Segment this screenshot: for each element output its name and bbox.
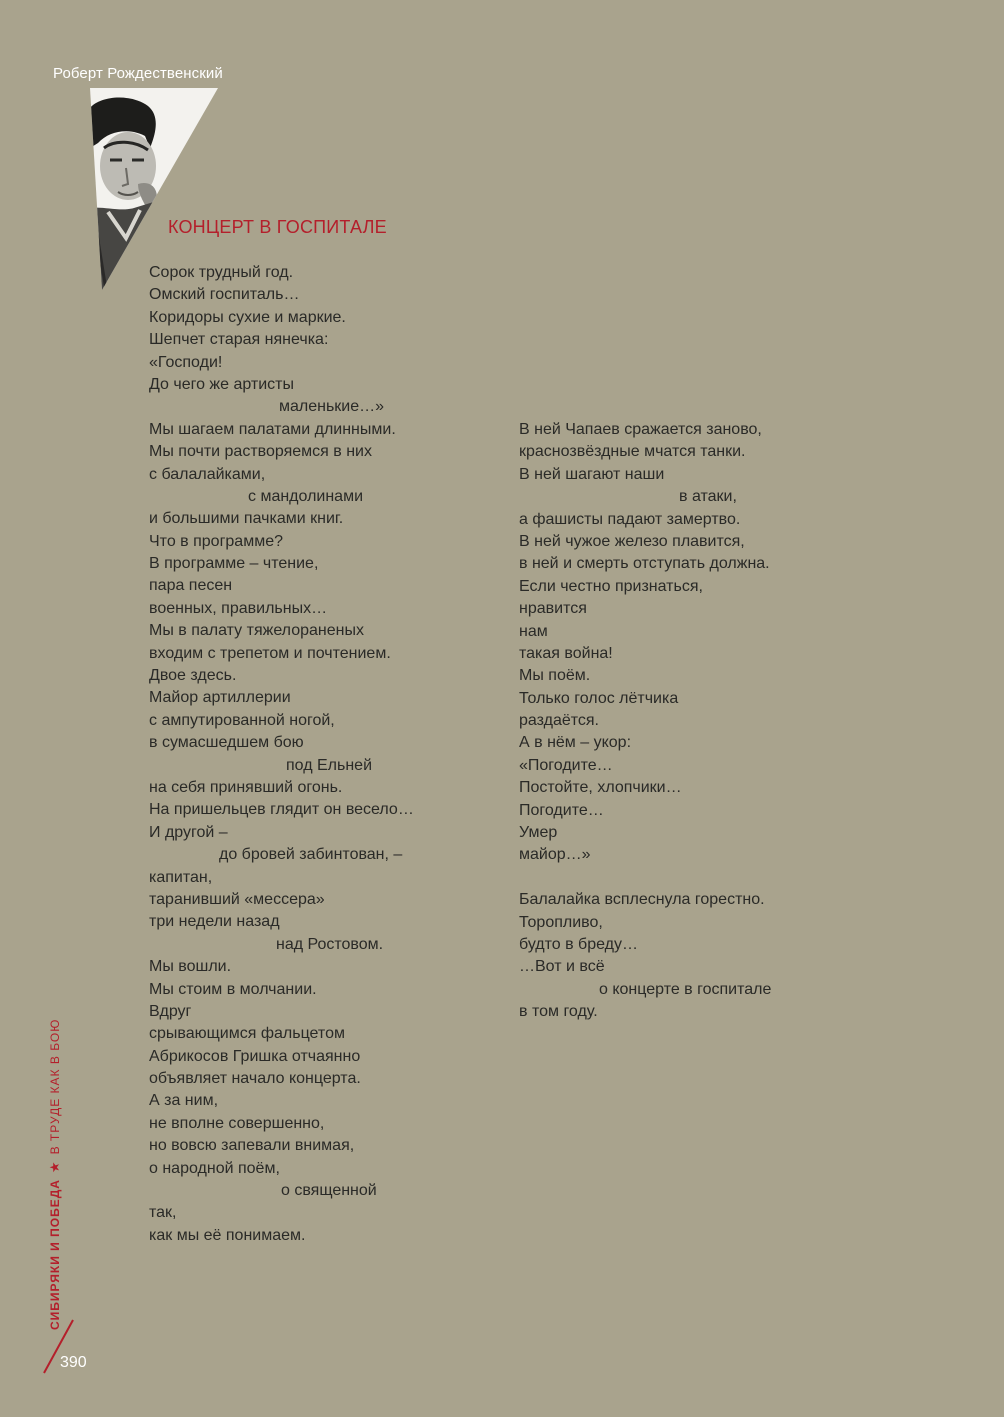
poem-line: «Погодите… [519,756,613,774]
poem-line: «Господи! [149,353,223,371]
poem-line: Мы почти растворяемся в них [149,443,372,461]
poem-line: Двое здесь. [149,667,237,685]
author-portrait [90,88,220,290]
poem-line: Умер [519,824,558,842]
poem-line: И другой – [149,823,228,841]
poem-line: входим с трепетом и почтением. [149,644,391,662]
poem-line: До чего же артисты [149,375,295,393]
poem-line: Вдруг [149,1002,192,1020]
series-subtitle: В ТРУДЕ КАК В БОЮ [48,1018,62,1155]
poem-line: в атаки, [679,488,737,506]
poem-line: но вовсю запевали внимая, [149,1137,355,1155]
poem-line: раздаётся. [519,712,599,730]
poem-line: …Вот и всё [519,958,605,976]
poem-line: Мы вошли. [149,958,232,976]
poem-line: не вполне совершенно, [149,1114,325,1132]
poem-line: Мы в палату тяжелораненых [149,622,364,640]
series-title: СИБИРЯКИ И ПОБЕДА [48,1179,62,1330]
author-name: Роберт Рождественский [53,65,223,82]
poem-line: с балалайками, [149,465,266,483]
poem-left-column [149,262,414,1247]
poem-line: Майор артиллерии [149,689,291,707]
poem-line: пара песен [149,577,233,595]
poem-title: КОНЦЕРТ В ГОСПИТАЛЕ [168,217,387,237]
poem-line: о концерте в госпитале [599,980,772,998]
poem-line: до бровей забинтован, – [219,846,403,864]
poem-line: Погодите… [519,801,604,819]
poem-line: В ней чужое железо плавится, [519,532,745,550]
poem-line: Что в программе? [149,532,283,550]
poem-line: над Ростовом. [276,935,384,953]
series-caption [47,1019,63,1330]
poem-line: будто в бреду… [519,935,638,953]
poem-line: с ампутированной ногой, [149,711,335,729]
poem-line: Абрикосов Гришка отчаянно [149,1047,361,1065]
page-number: 390 [60,1354,87,1371]
poem-line: В программе – чтение, [149,555,319,573]
poem-line: в том году. [519,1003,598,1021]
poem-line: с мандолинами [248,487,364,505]
poem-line: нравится [519,600,587,618]
poem-line: А в нём – укор: [519,734,632,752]
poem-line: нам [519,622,548,640]
poem-line: такая война! [519,644,613,662]
poem-line: на себя принявший огонь. [149,778,343,796]
poem-line: Только голос лётчика [519,689,679,707]
poem-line: маленькие…» [279,398,385,416]
poem-line: таранивший «мессера» [149,890,325,908]
poem-line: В ней шагают наши [519,465,665,483]
poem-line: военных, правильных… [149,599,328,617]
poem-line: Мы поём. [519,667,591,685]
star-icon: ★ [47,1160,62,1174]
poem-line: Постойте, хлопчики… [519,779,682,797]
poem-line: А за ним, [149,1092,219,1110]
poem-line: краснозвёздные мчатся танки. [519,443,746,461]
poem-line: три недели назад [149,913,280,931]
poem-line: капитан, [149,868,213,886]
poem-line: и большими пачками книг. [149,510,344,528]
poem-line: Шепчет старая нянечка: [149,331,329,349]
poem-line: Торопливо, [519,913,603,931]
poem-line: На пришельцев глядит он весело… [149,801,414,819]
poem-line: Коридоры сухие и маркие. [149,308,346,326]
poem-line: Омский госпиталь… [149,286,300,304]
poem-line: майор…» [519,846,591,864]
poem-right-column [519,419,771,1024]
poem-line: Если честно признаться, [519,577,703,595]
poem-line: Мы шагаем палатами длинными. [149,420,396,438]
poem-line: так, [149,1204,177,1222]
poem-line: как мы её понимаем. [149,1226,306,1244]
poem-line: Сорок трудный год. [149,264,294,281]
poem-line: В ней Чапаев сражается заново, [519,421,762,438]
poem-line: Мы стоим в молчании. [149,980,317,998]
poem-line: срывающимся фальцетом [149,1025,345,1043]
poem-line: о священной [281,1182,377,1200]
poem-line [519,867,771,889]
poem-line: о народной поём, [149,1159,280,1177]
poem-line: в ней и смерть отступать должна. [519,555,770,573]
poem-line: а фашисты падают замертво. [519,510,741,528]
poem-line: в сумасшедшем бою [149,734,304,752]
poem-line: под Ельней [286,756,373,774]
poem-line: объявляет начало концерта. [149,1070,361,1088]
poem-line: Балалайка всплеснула горестно. [519,891,765,909]
